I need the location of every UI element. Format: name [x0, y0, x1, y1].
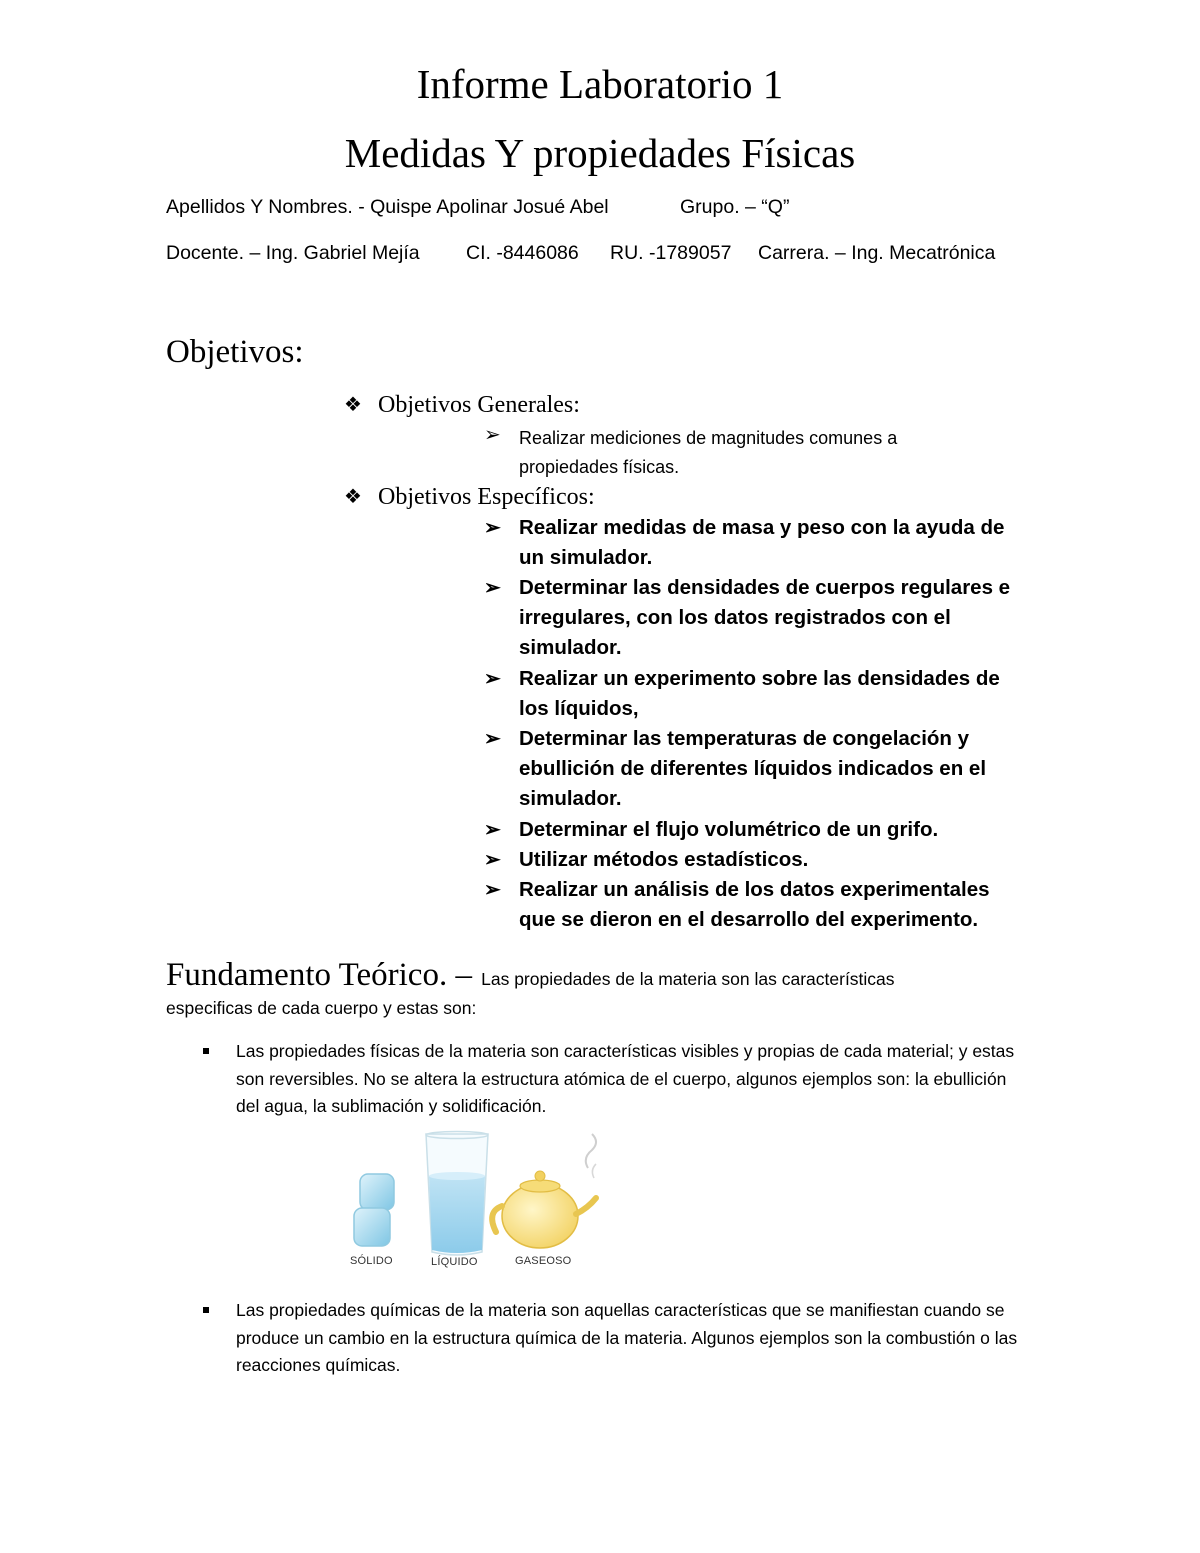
solid-label: SÓLIDO	[350, 1255, 393, 1267]
square-bullet-icon	[203, 1048, 209, 1054]
list-item: Determinar las densidades de cuerpos regulares e irregulares, con los datos registrados con el simulador.	[519, 576, 1011, 660]
list-item: Realizar mediciones de magnitudes comunes a propiedades físicas.	[519, 428, 898, 477]
diamond-bullet-icon: ❖	[344, 394, 362, 416]
ice-cube-icon	[354, 1174, 394, 1246]
list-item: Realizar un experimento sobre las densidades de los líquidos,	[519, 667, 1000, 721]
theory-heading: Fundamento Teórico. –	[166, 957, 472, 993]
document-title: Informe Laboratorio 1	[416, 61, 784, 107]
gas-label: GASEOSO	[515, 1255, 572, 1267]
teapot-icon	[492, 1134, 596, 1248]
glass-of-water-icon	[426, 1132, 488, 1256]
student-ci: CI. -8446086	[466, 242, 579, 264]
list-item: Realizar un análisis de los datos experimentales que se dieron en el desarrollo del experimento.	[519, 878, 990, 932]
theory-intro: Las propiedades de la materia son las características	[481, 969, 895, 989]
document-subtitle: Medidas Y propiedades Físicas	[344, 130, 856, 176]
chemical-properties-paragraph: Las propiedades químicas de la materia son aquellas características que se manifiestan cuando se produce un cambio en la estructura química de la materia. Algunos ejemplos son la combustión o las reacciones químicas.	[236, 1300, 1018, 1375]
student-ru: RU. -1789057	[610, 242, 732, 264]
list-item: Determinar las temperaturas de congelación y ebullición de diferentes líquidos indicados en el simulador.	[519, 727, 987, 811]
arrow-bullet-icon: ➢	[484, 849, 501, 871]
list-item: Realizar medidas de masa y peso con la ayuda de un simulador.	[519, 516, 1005, 570]
theory-heading-line	[166, 952, 895, 1001]
specific-objectives-heading: Objetivos Específicos:	[378, 484, 595, 510]
theory-intro-continued: especificas de cada cuerpo y estas son:	[166, 998, 477, 1018]
student-career: Carrera. – Ing. Mecatrónica	[758, 242, 996, 264]
teacher-name: Docente. – Ing. Gabriel Mejía	[166, 242, 420, 264]
objectives-heading: Objetivos:	[166, 334, 304, 370]
liquid-label: LÍQUIDO	[431, 1256, 478, 1268]
student-names: Apellidos Y Nombres. - Quispe Apolinar Josué Abel	[166, 196, 609, 218]
list-item: Determinar el flujo volumétrico de un grifo.	[519, 818, 939, 841]
arrow-bullet-icon: ➢	[484, 668, 501, 690]
arrow-bullet-icon: ➢	[484, 879, 501, 901]
states-of-matter-figure	[330, 1128, 610, 1278]
arrow-bullet-icon: ➢	[484, 424, 501, 446]
arrow-bullet-icon: ➢	[484, 819, 501, 841]
diamond-bullet-icon: ❖	[344, 486, 362, 508]
student-group: Grupo. – “Q”	[680, 196, 790, 218]
physical-properties-paragraph: Las propiedades físicas de la materia son características visibles y propias de cada material; y estas son reversibles. No se altera la estructura atómica de el cuerpo, algunos ejemplos son: la ebullición del agua, la sublimación y solidificación.	[236, 1041, 1015, 1116]
square-bullet-icon	[203, 1307, 209, 1313]
arrow-bullet-icon: ➢	[484, 728, 501, 750]
general-objectives-heading: Objetivos Generales:	[378, 392, 580, 418]
arrow-bullet-icon: ➢	[484, 577, 501, 599]
arrow-bullet-icon: ➢	[484, 517, 501, 539]
list-item: Utilizar métodos estadísticos.	[519, 848, 809, 871]
